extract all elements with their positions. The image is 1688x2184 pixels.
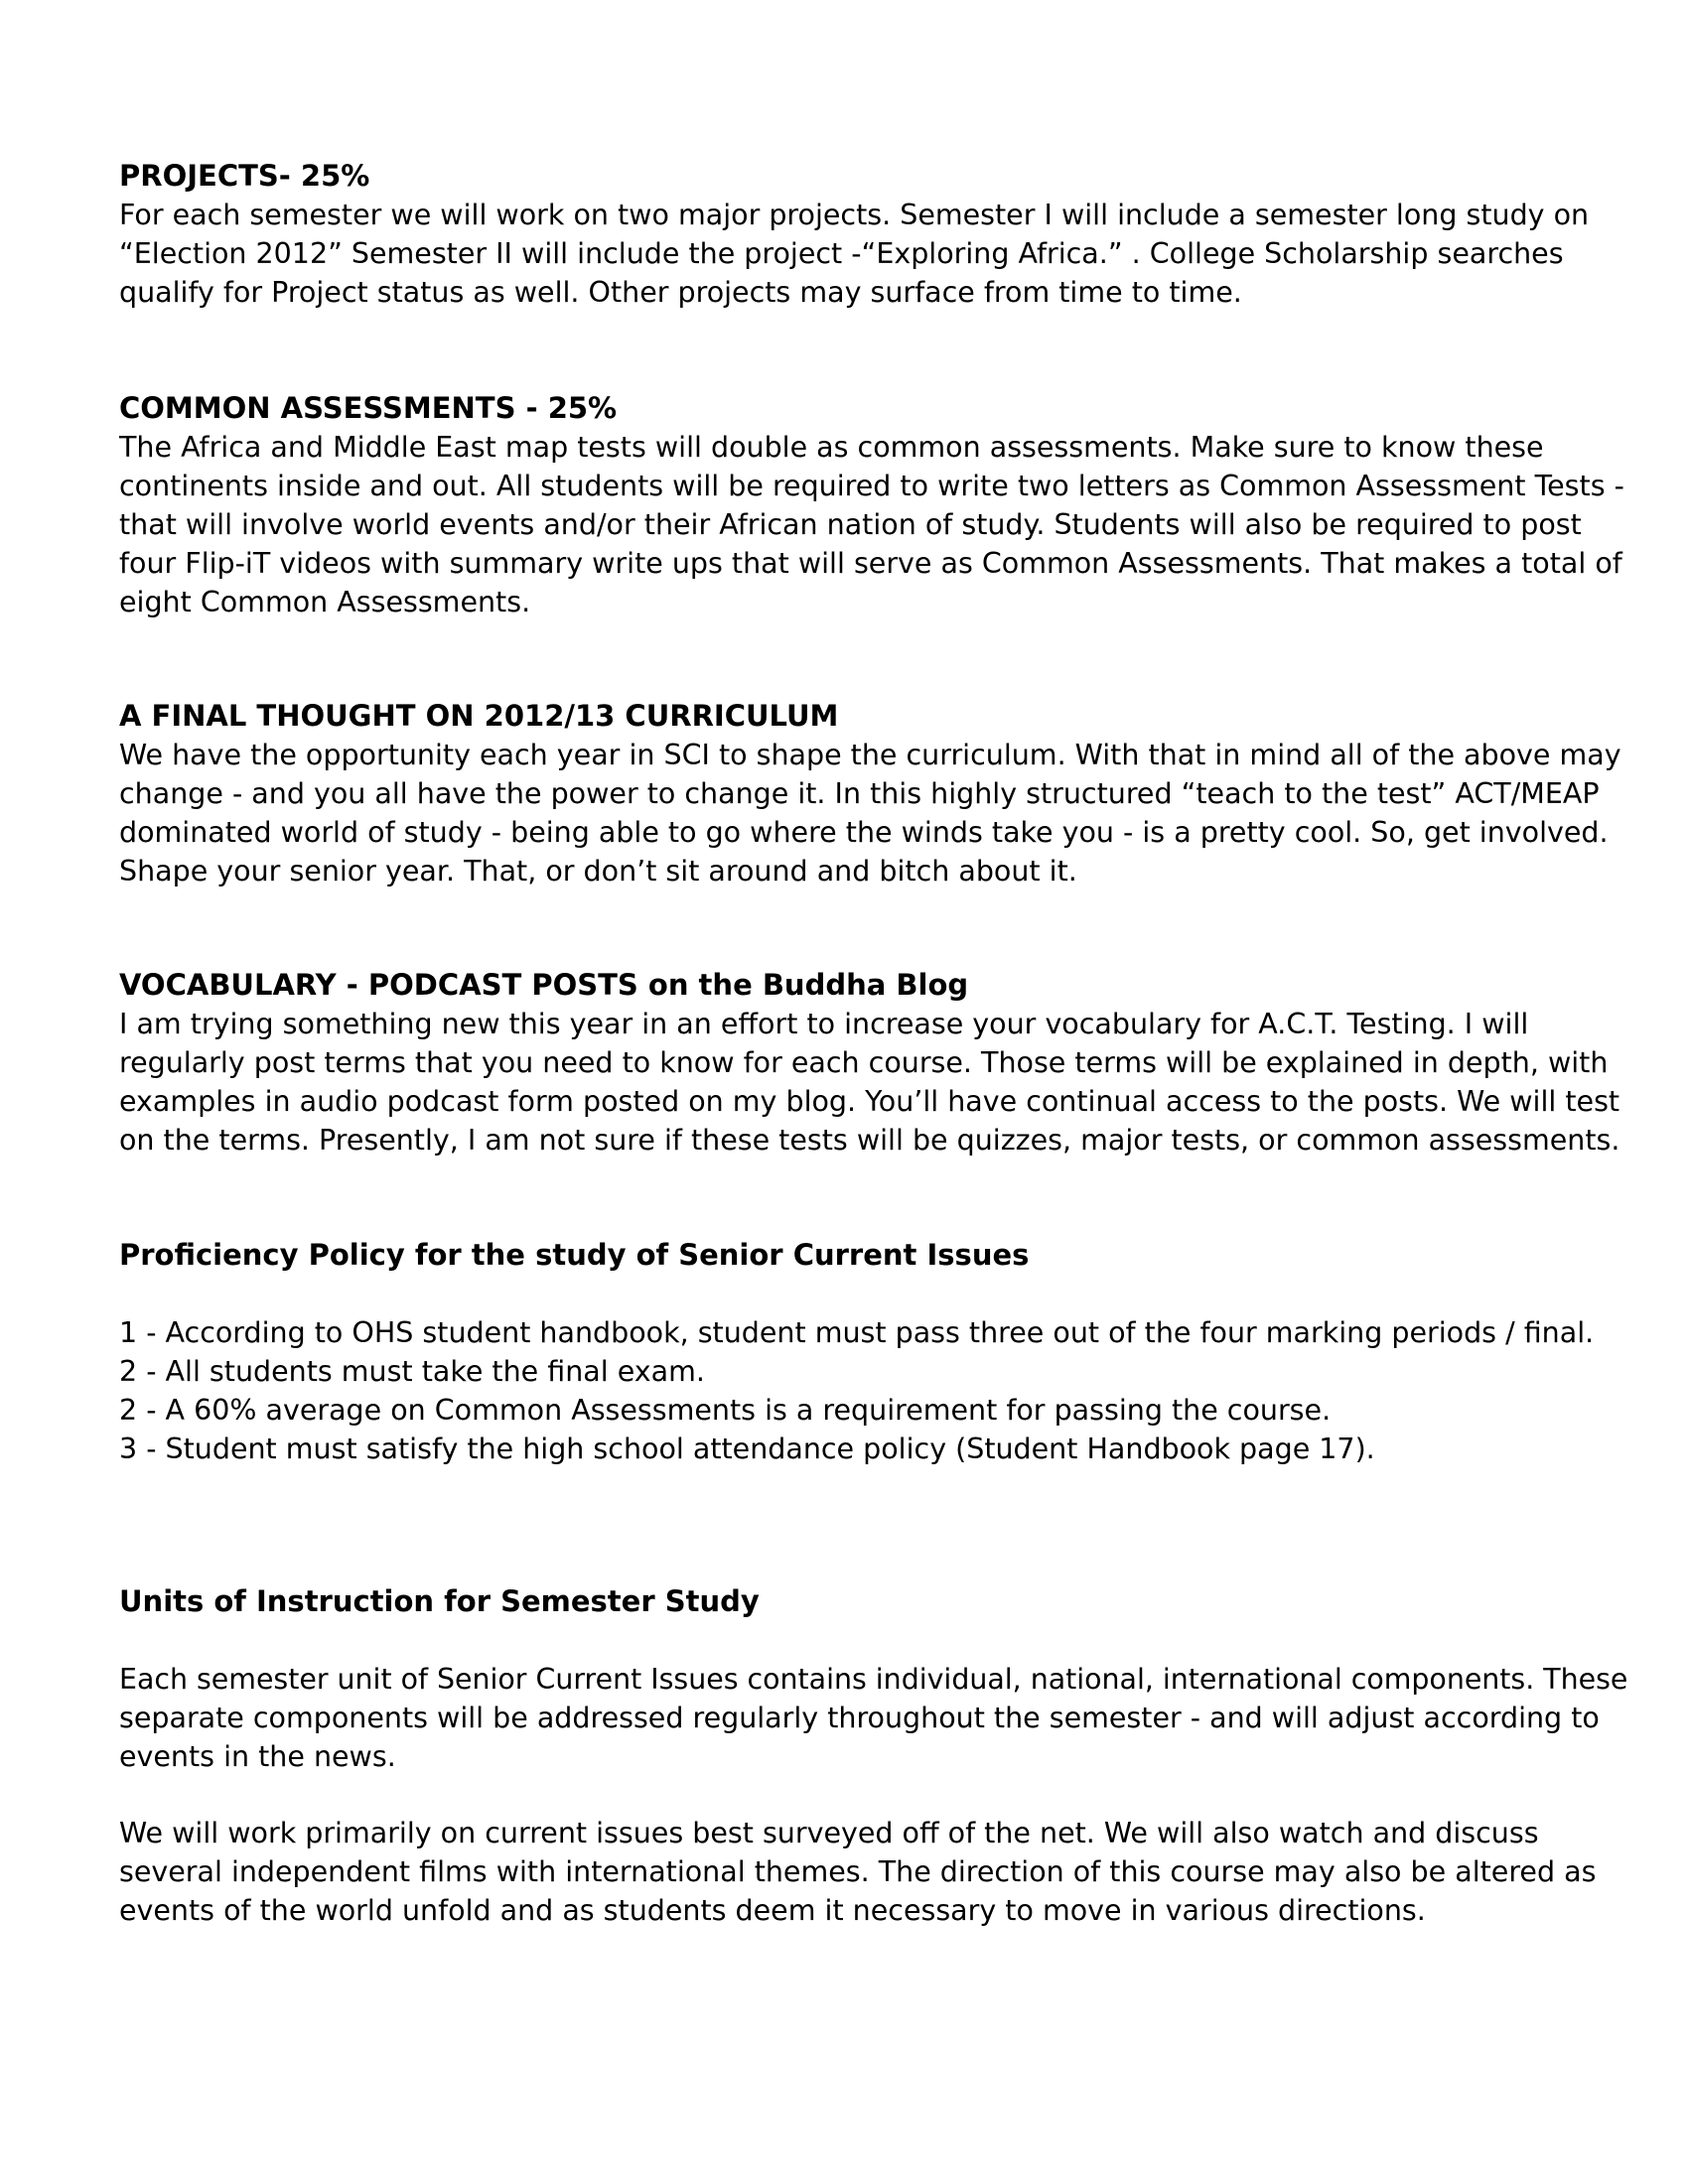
vocabulary-line-4: on the terms. Presently, I am not sure if these tests will be quizzes, major tests, or common assessments. xyxy=(119,1124,1620,1157)
final-thought-line-3: dominated world of study - being able to go where the winds take you - is a pretty cool. So, get involved. xyxy=(119,816,1609,849)
projects-paragraph xyxy=(119,196,1589,312)
proficiency-list xyxy=(119,1313,1594,1468)
vocabulary-line-1: I am trying something new this year in an effort to increase your vocabulary for A.C.T. Testing. I will xyxy=(119,1008,1529,1040)
units-heading: Units of Instruction for Semester Study xyxy=(119,1584,760,1618)
common-assessments-paragraph xyxy=(119,428,1624,621)
common-assessments-line-2: continents inside and out. All students will be required to write two letters as Common Assessment Tests - xyxy=(119,470,1624,502)
projects-line-2: “Election 2012” Semester II will include the project -“Exploring Africa.” . College Scholarship searches xyxy=(119,237,1564,270)
units-p1-line-1: Each semester unit of Senior Current Issues contains individual, national, international components. These xyxy=(119,1663,1628,1696)
final-thought-line-2: change - and you all have the power to change it. In this highly structured “teach to the test” ACT/MEAP xyxy=(119,777,1600,810)
units-p1-line-2: separate components will be addressed regularly throughout the semester - and will adjust according to xyxy=(119,1702,1600,1734)
final-thought-line-1: We have the opportunity each year in SCI to shape the curriculum. With that in mind all of the above may xyxy=(119,739,1621,771)
proficiency-item-3: 2 - A 60% average on Common Assessments is a requirement for passing the course. xyxy=(119,1394,1332,1427)
common-assessments-line-4: four Flip-iT videos with summary write ups that will serve as Common Assessments. That makes a total of xyxy=(119,547,1622,580)
vocabulary-line-2: regularly post terms that you need to know for each course. Those terms will be explained in depth, with xyxy=(119,1046,1609,1079)
units-p2-line-1: We will work primarily on current issues best surveyed off of the net. We will also watch and discuss xyxy=(119,1817,1539,1849)
projects-heading: PROJECTS- 25% xyxy=(119,159,370,193)
units-p2-line-2: several independent films with international themes. The direction of this course may also be altered as xyxy=(119,1855,1597,1888)
vocabulary-paragraph xyxy=(119,1005,1619,1160)
common-assessments-line-3: that will involve world events and/or their African nation of study. Students will also be required to post xyxy=(119,508,1582,541)
common-assessments-line-5: eight Common Assessments. xyxy=(119,586,531,618)
proficiency-item-1: 1 - According to OHS student handbook, student must pass three out of the four marking periods / final. xyxy=(119,1316,1595,1349)
common-assessments-line-1: The Africa and Middle East map tests will double as common assessments. Make sure to know these xyxy=(119,431,1544,464)
common-assessments-heading: COMMON ASSESSMENTS - 25% xyxy=(119,391,618,425)
projects-line-3: qualify for Project status as well. Other projects may surface from time to time. xyxy=(119,276,1242,309)
vocabulary-heading: VOCABULARY - PODCAST POSTS on the Buddha Blog xyxy=(119,968,969,1002)
units-p1-line-3: events in the news. xyxy=(119,1740,396,1773)
proficiency-item-4: 3 - Student must satisfy the high school attendance policy (Student Handbook page 17). xyxy=(119,1433,1375,1465)
proficiency-item-2: 2 - All students must take the final exam. xyxy=(119,1355,705,1388)
final-thought-paragraph xyxy=(119,736,1621,890)
projects-line-1: For each semester we will work on two major projects. Semester I will include a semester long study on xyxy=(119,199,1590,231)
final-thought-line-4: Shape your senior year. That, or don’t sit around and bitch about it. xyxy=(119,855,1077,887)
units-paragraph-1 xyxy=(119,1660,1627,1776)
units-paragraph-2 xyxy=(119,1814,1596,1930)
vocabulary-line-3: examples in audio podcast form posted on my blog. You’ll have continual access to the posts. We will test xyxy=(119,1085,1620,1118)
proficiency-heading: Proficiency Policy for the study of Senior Current Issues xyxy=(119,1238,1030,1272)
units-p2-line-3: events of the world unfold and as students deem it necessary to move in various directions. xyxy=(119,1894,1426,1927)
final-thought-heading: A FINAL THOUGHT ON 2012/13 CURRICULUM xyxy=(119,699,839,733)
